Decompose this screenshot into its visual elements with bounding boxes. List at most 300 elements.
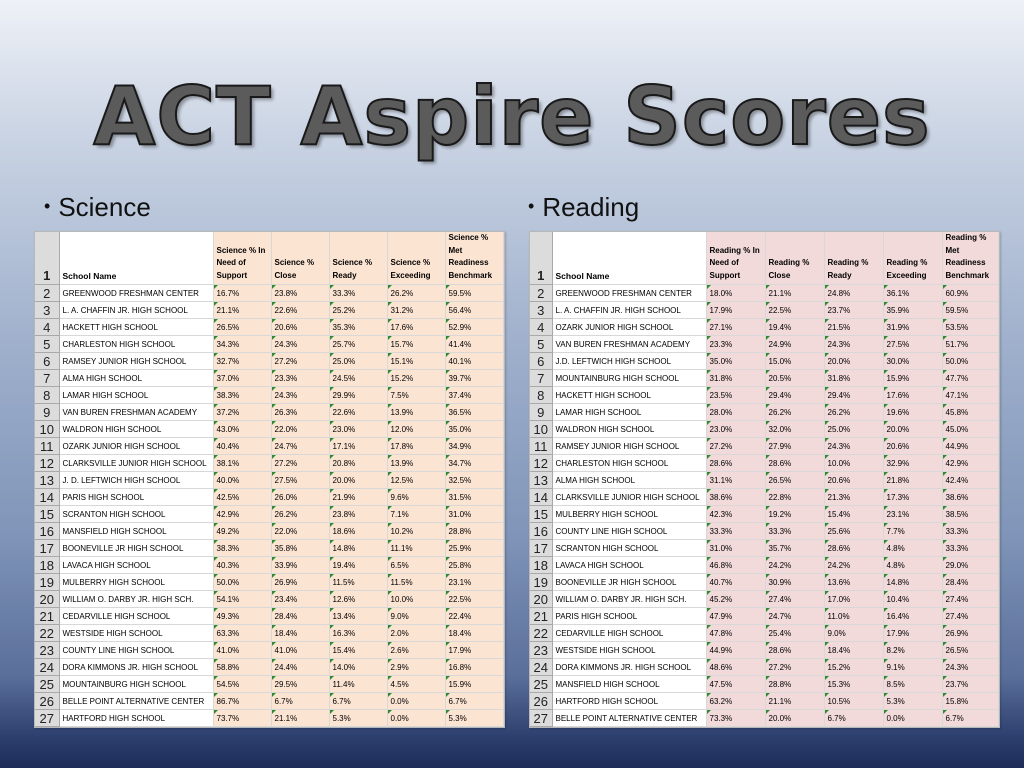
percent-cell[interactable]: 48.6% bbox=[706, 659, 765, 676]
percent-cell[interactable]: 0.0% bbox=[387, 693, 445, 710]
school-name-cell[interactable]: HACKETT HIGH SCHOOL bbox=[59, 319, 213, 336]
row-number[interactable]: 2 bbox=[35, 285, 59, 302]
percent-cell[interactable]: 46.8% bbox=[706, 557, 765, 574]
percent-cell[interactable]: 34.3% bbox=[213, 336, 271, 353]
percent-cell[interactable]: 38.5% bbox=[942, 506, 998, 523]
percent-cell[interactable]: 7.7% bbox=[883, 523, 942, 540]
percent-cell[interactable]: 4.8% bbox=[883, 557, 942, 574]
column-header[interactable]: Reading % In Need of Support bbox=[706, 232, 765, 285]
percent-cell[interactable]: 11.1% bbox=[387, 540, 445, 557]
percent-cell[interactable]: 26.0% bbox=[271, 489, 329, 506]
percent-cell[interactable]: 32.0% bbox=[765, 421, 824, 438]
percent-cell[interactable]: 27.2% bbox=[271, 455, 329, 472]
school-name-cell[interactable]: LAVACA HIGH SCHOOL bbox=[59, 557, 213, 574]
percent-cell[interactable]: 18.4% bbox=[824, 642, 883, 659]
school-name-cell[interactable]: LAMAR HIGH SCHOOL bbox=[59, 387, 213, 404]
percent-cell[interactable]: 15.4% bbox=[329, 642, 387, 659]
percent-cell[interactable]: 8.2% bbox=[883, 642, 942, 659]
percent-cell[interactable]: 24.3% bbox=[824, 438, 883, 455]
percent-cell[interactable]: 2.6% bbox=[387, 642, 445, 659]
row-number[interactable]: 21 bbox=[530, 608, 552, 625]
percent-cell[interactable]: 7.1% bbox=[387, 506, 445, 523]
percent-cell[interactable]: 24.5% bbox=[329, 370, 387, 387]
percent-cell[interactable]: 27.4% bbox=[765, 591, 824, 608]
percent-cell[interactable]: 10.2% bbox=[387, 523, 445, 540]
percent-cell[interactable]: 42.9% bbox=[942, 455, 998, 472]
school-name-cell[interactable]: HARTFORD HIGH SCHOOL bbox=[552, 693, 706, 710]
percent-cell[interactable]: 22.8% bbox=[765, 489, 824, 506]
percent-cell[interactable]: 42.3% bbox=[706, 506, 765, 523]
percent-cell[interactable]: 45.2% bbox=[706, 591, 765, 608]
row-number[interactable]: 17 bbox=[35, 540, 59, 557]
percent-cell[interactable]: 21.5% bbox=[824, 319, 883, 336]
percent-cell[interactable]: 15.2% bbox=[387, 370, 445, 387]
percent-cell[interactable]: 26.2% bbox=[765, 404, 824, 421]
percent-cell[interactable]: 73.7% bbox=[213, 710, 271, 727]
percent-cell[interactable]: 21.1% bbox=[765, 285, 824, 302]
percent-cell[interactable]: 24.3% bbox=[824, 336, 883, 353]
percent-cell[interactable]: 17.6% bbox=[387, 319, 445, 336]
percent-cell[interactable]: 24.4% bbox=[271, 659, 329, 676]
percent-cell[interactable]: 23.8% bbox=[329, 506, 387, 523]
percent-cell[interactable]: 20.0% bbox=[329, 472, 387, 489]
school-name-cell[interactable]: CEDARVILLE HIGH SCHOOL bbox=[552, 625, 706, 642]
school-name-cell[interactable]: CEDARVILLE HIGH SCHOOL bbox=[59, 608, 213, 625]
percent-cell[interactable]: 16.4% bbox=[883, 608, 942, 625]
percent-cell[interactable]: 35.9% bbox=[883, 302, 942, 319]
row-number[interactable]: 9 bbox=[530, 404, 552, 421]
percent-cell[interactable]: 23.7% bbox=[942, 676, 998, 693]
percent-cell[interactable]: 29.9% bbox=[329, 387, 387, 404]
row-number[interactable]: 23 bbox=[530, 642, 552, 659]
school-name-cell[interactable]: MANSFIELD HIGH SCHOOL bbox=[59, 523, 213, 540]
percent-cell[interactable]: 24.3% bbox=[942, 659, 998, 676]
percent-cell[interactable]: 24.7% bbox=[765, 608, 824, 625]
school-name-cell[interactable]: L. A. CHAFFIN JR. HIGH SCHOOL bbox=[59, 302, 213, 319]
school-name-cell[interactable]: ALMA HIGH SCHOOL bbox=[552, 472, 706, 489]
percent-cell[interactable]: 54.5% bbox=[213, 676, 271, 693]
percent-cell[interactable]: 16.7% bbox=[213, 285, 271, 302]
percent-cell[interactable]: 34.9% bbox=[445, 438, 503, 455]
percent-cell[interactable]: 19.2% bbox=[765, 506, 824, 523]
school-name-cell[interactable]: COUNTY LINE HIGH SCHOOL bbox=[552, 523, 706, 540]
percent-cell[interactable]: 24.7% bbox=[271, 438, 329, 455]
row-number[interactable]: 3 bbox=[530, 302, 552, 319]
percent-cell[interactable]: 5.3% bbox=[329, 710, 387, 727]
percent-cell[interactable]: 17.1% bbox=[329, 438, 387, 455]
percent-cell[interactable]: 25.6% bbox=[824, 523, 883, 540]
percent-cell[interactable]: 22.5% bbox=[765, 302, 824, 319]
row-number[interactable]: 4 bbox=[530, 319, 552, 336]
school-name-cell[interactable]: PARIS HIGH SCHOOL bbox=[59, 489, 213, 506]
percent-cell[interactable]: 40.4% bbox=[213, 438, 271, 455]
school-name-cell[interactable]: VAN BUREN FRESHMAN ACADEMY bbox=[552, 336, 706, 353]
percent-cell[interactable]: 21.3% bbox=[824, 489, 883, 506]
row-number[interactable]: 2 bbox=[530, 285, 552, 302]
percent-cell[interactable]: 86.7% bbox=[213, 693, 271, 710]
percent-cell[interactable]: 28.6% bbox=[765, 455, 824, 472]
percent-cell[interactable]: 36.1% bbox=[883, 285, 942, 302]
percent-cell[interactable]: 18.6% bbox=[329, 523, 387, 540]
percent-cell[interactable]: 40.7% bbox=[706, 574, 765, 591]
percent-cell[interactable]: 2.9% bbox=[387, 659, 445, 676]
row-number[interactable]: 10 bbox=[35, 421, 59, 438]
percent-cell[interactable]: 31.8% bbox=[706, 370, 765, 387]
percent-cell[interactable]: 38.6% bbox=[706, 489, 765, 506]
percent-cell[interactable]: 13.4% bbox=[329, 608, 387, 625]
row-number[interactable]: 20 bbox=[35, 591, 59, 608]
percent-cell[interactable]: 42.4% bbox=[942, 472, 998, 489]
column-header[interactable]: Reading % Exceeding bbox=[883, 232, 942, 285]
percent-cell[interactable]: 33.3% bbox=[329, 285, 387, 302]
school-name-cell[interactable]: J.D. LEFTWICH HIGH SCHOOL bbox=[552, 353, 706, 370]
school-name-cell[interactable]: DORA KIMMONS JR. HIGH SCHOOL bbox=[552, 659, 706, 676]
row-number[interactable]: 18 bbox=[35, 557, 59, 574]
percent-cell[interactable]: 25.2% bbox=[329, 302, 387, 319]
percent-cell[interactable]: 59.5% bbox=[445, 285, 503, 302]
percent-cell[interactable]: 30.0% bbox=[883, 353, 942, 370]
row-number[interactable]: 25 bbox=[35, 676, 59, 693]
percent-cell[interactable]: 13.9% bbox=[387, 455, 445, 472]
percent-cell[interactable]: 41.4% bbox=[445, 336, 503, 353]
percent-cell[interactable]: 15.4% bbox=[824, 506, 883, 523]
percent-cell[interactable]: 20.6% bbox=[271, 319, 329, 336]
school-name-cell[interactable]: RAMSEY JUNIOR HIGH SCHOOL bbox=[552, 438, 706, 455]
percent-cell[interactable]: 23.1% bbox=[883, 506, 942, 523]
row-number[interactable]: 27 bbox=[530, 710, 552, 727]
percent-cell[interactable]: 9.0% bbox=[387, 608, 445, 625]
percent-cell[interactable]: 27.5% bbox=[271, 472, 329, 489]
percent-cell[interactable]: 12.6% bbox=[329, 591, 387, 608]
percent-cell[interactable]: 28.6% bbox=[824, 540, 883, 557]
row-number[interactable]: 14 bbox=[35, 489, 59, 506]
school-name-cell[interactable]: ALMA HIGH SCHOOL bbox=[59, 370, 213, 387]
row-number[interactable]: 3 bbox=[35, 302, 59, 319]
percent-cell[interactable]: 58.8% bbox=[213, 659, 271, 676]
percent-cell[interactable]: 42.5% bbox=[213, 489, 271, 506]
percent-cell[interactable]: 35.8% bbox=[271, 540, 329, 557]
percent-cell[interactable]: 15.9% bbox=[883, 370, 942, 387]
percent-cell[interactable]: 6.7% bbox=[445, 693, 503, 710]
row-number[interactable]: 13 bbox=[530, 472, 552, 489]
column-header[interactable]: Science % Met Readiness Benchmark bbox=[445, 232, 503, 285]
percent-cell[interactable]: 7.5% bbox=[387, 387, 445, 404]
row-number[interactable]: 24 bbox=[530, 659, 552, 676]
percent-cell[interactable]: 35.3% bbox=[329, 319, 387, 336]
percent-cell[interactable]: 4.8% bbox=[883, 540, 942, 557]
row-number[interactable]: 8 bbox=[35, 387, 59, 404]
percent-cell[interactable]: 52.9% bbox=[445, 319, 503, 336]
percent-cell[interactable]: 11.4% bbox=[329, 676, 387, 693]
percent-cell[interactable]: 44.9% bbox=[706, 642, 765, 659]
percent-cell[interactable]: 24.2% bbox=[824, 557, 883, 574]
percent-cell[interactable]: 38.3% bbox=[213, 387, 271, 404]
column-header[interactable]: Science % Exceeding bbox=[387, 232, 445, 285]
percent-cell[interactable]: 5.3% bbox=[883, 693, 942, 710]
row-number[interactable]: 17 bbox=[530, 540, 552, 557]
school-name-cell[interactable]: PARIS HIGH SCHOOL bbox=[552, 608, 706, 625]
row-number[interactable]: 1 bbox=[35, 232, 59, 285]
percent-cell[interactable]: 25.9% bbox=[445, 540, 503, 557]
percent-cell[interactable]: 47.7% bbox=[942, 370, 998, 387]
percent-cell[interactable]: 17.0% bbox=[824, 591, 883, 608]
percent-cell[interactable]: 27.2% bbox=[765, 659, 824, 676]
percent-cell[interactable]: 15.8% bbox=[942, 693, 998, 710]
column-header[interactable]: Science % Ready bbox=[329, 232, 387, 285]
percent-cell[interactable]: 54.1% bbox=[213, 591, 271, 608]
percent-cell[interactable]: 37.4% bbox=[445, 387, 503, 404]
percent-cell[interactable]: 12.5% bbox=[387, 472, 445, 489]
school-name-cell[interactable]: LAMAR HIGH SCHOOL bbox=[552, 404, 706, 421]
percent-cell[interactable]: 27.4% bbox=[942, 608, 998, 625]
school-name-cell[interactable]: WILLIAM O. DARBY JR. HIGH SCH. bbox=[59, 591, 213, 608]
percent-cell[interactable]: 21.1% bbox=[765, 693, 824, 710]
school-name-cell[interactable]: LAVACA HIGH SCHOOL bbox=[552, 557, 706, 574]
percent-cell[interactable]: 19.4% bbox=[329, 557, 387, 574]
percent-cell[interactable]: 31.1% bbox=[706, 472, 765, 489]
percent-cell[interactable]: 20.6% bbox=[824, 472, 883, 489]
percent-cell[interactable]: 25.0% bbox=[329, 353, 387, 370]
percent-cell[interactable]: 15.7% bbox=[387, 336, 445, 353]
percent-cell[interactable]: 6.7% bbox=[942, 710, 998, 727]
percent-cell[interactable]: 21.1% bbox=[213, 302, 271, 319]
percent-cell[interactable]: 21.1% bbox=[271, 710, 329, 727]
percent-cell[interactable]: 34.7% bbox=[445, 455, 503, 472]
percent-cell[interactable]: 50.0% bbox=[942, 353, 998, 370]
column-header[interactable]: Reading % Ready bbox=[824, 232, 883, 285]
percent-cell[interactable]: 59.5% bbox=[942, 302, 998, 319]
school-name-cell[interactable]: GREENWOOD FRESHMAN CENTER bbox=[59, 285, 213, 302]
percent-cell[interactable]: 23.0% bbox=[706, 421, 765, 438]
percent-cell[interactable]: 22.0% bbox=[271, 523, 329, 540]
school-name-cell[interactable]: CHARLESTON HIGH SCHOOL bbox=[59, 336, 213, 353]
percent-cell[interactable]: 42.9% bbox=[213, 506, 271, 523]
percent-cell[interactable]: 6.7% bbox=[329, 693, 387, 710]
percent-cell[interactable]: 28.0% bbox=[706, 404, 765, 421]
row-number[interactable]: 22 bbox=[35, 625, 59, 642]
row-number[interactable]: 8 bbox=[530, 387, 552, 404]
row-number[interactable]: 24 bbox=[35, 659, 59, 676]
percent-cell[interactable]: 18.0% bbox=[706, 285, 765, 302]
percent-cell[interactable]: 14.8% bbox=[329, 540, 387, 557]
school-name-cell[interactable]: WESTSIDE HIGH SCHOOL bbox=[59, 625, 213, 642]
row-number[interactable]: 23 bbox=[35, 642, 59, 659]
row-number[interactable]: 16 bbox=[35, 523, 59, 540]
percent-cell[interactable]: 25.7% bbox=[329, 336, 387, 353]
percent-cell[interactable]: 26.2% bbox=[271, 506, 329, 523]
school-name-cell[interactable]: COUNTY LINE HIGH SCHOOL bbox=[59, 642, 213, 659]
percent-cell[interactable]: 29.0% bbox=[942, 557, 998, 574]
row-number[interactable]: 11 bbox=[530, 438, 552, 455]
percent-cell[interactable]: 10.4% bbox=[883, 591, 942, 608]
percent-cell[interactable]: 6.7% bbox=[824, 710, 883, 727]
percent-cell[interactable]: 32.5% bbox=[445, 472, 503, 489]
column-header[interactable]: Reading % Close bbox=[765, 232, 824, 285]
row-number[interactable]: 21 bbox=[35, 608, 59, 625]
percent-cell[interactable]: 63.2% bbox=[706, 693, 765, 710]
school-name-cell[interactable]: MULBERRY HIGH SCHOOL bbox=[59, 574, 213, 591]
percent-cell[interactable]: 17.3% bbox=[883, 489, 942, 506]
percent-cell[interactable]: 24.3% bbox=[271, 387, 329, 404]
row-number[interactable]: 15 bbox=[530, 506, 552, 523]
percent-cell[interactable]: 25.0% bbox=[824, 421, 883, 438]
percent-cell[interactable]: 26.5% bbox=[213, 319, 271, 336]
percent-cell[interactable]: 5.3% bbox=[445, 710, 503, 727]
percent-cell[interactable]: 45.8% bbox=[942, 404, 998, 421]
school-name-header[interactable]: School Name bbox=[552, 232, 706, 285]
percent-cell[interactable]: 4.5% bbox=[387, 676, 445, 693]
percent-cell[interactable]: 28.4% bbox=[271, 608, 329, 625]
percent-cell[interactable]: 31.0% bbox=[445, 506, 503, 523]
row-number[interactable]: 6 bbox=[530, 353, 552, 370]
percent-cell[interactable]: 22.6% bbox=[271, 302, 329, 319]
percent-cell[interactable]: 40.0% bbox=[213, 472, 271, 489]
row-number[interactable]: 5 bbox=[530, 336, 552, 353]
row-number[interactable]: 7 bbox=[530, 370, 552, 387]
percent-cell[interactable]: 49.3% bbox=[213, 608, 271, 625]
percent-cell[interactable]: 22.4% bbox=[445, 608, 503, 625]
percent-cell[interactable]: 47.5% bbox=[706, 676, 765, 693]
row-number[interactable]: 12 bbox=[35, 455, 59, 472]
school-name-cell[interactable]: WESTSIDE HIGH SCHOOL bbox=[552, 642, 706, 659]
percent-cell[interactable]: 29.4% bbox=[824, 387, 883, 404]
percent-cell[interactable]: 23.7% bbox=[824, 302, 883, 319]
percent-cell[interactable]: 38.3% bbox=[213, 540, 271, 557]
percent-cell[interactable]: 11.5% bbox=[329, 574, 387, 591]
percent-cell[interactable]: 33.3% bbox=[706, 523, 765, 540]
row-number[interactable]: 10 bbox=[530, 421, 552, 438]
percent-cell[interactable]: 26.5% bbox=[765, 472, 824, 489]
percent-cell[interactable]: 47.9% bbox=[706, 608, 765, 625]
school-name-cell[interactable]: WALDRON HIGH SCHOOL bbox=[552, 421, 706, 438]
percent-cell[interactable]: 6.7% bbox=[271, 693, 329, 710]
percent-cell[interactable]: 32.7% bbox=[213, 353, 271, 370]
percent-cell[interactable]: 0.0% bbox=[387, 710, 445, 727]
row-number[interactable]: 13 bbox=[35, 472, 59, 489]
percent-cell[interactable]: 10.5% bbox=[824, 693, 883, 710]
percent-cell[interactable]: 15.9% bbox=[445, 676, 503, 693]
row-number[interactable]: 15 bbox=[35, 506, 59, 523]
percent-cell[interactable]: 31.9% bbox=[883, 319, 942, 336]
percent-cell[interactable]: 49.2% bbox=[213, 523, 271, 540]
percent-cell[interactable]: 53.5% bbox=[942, 319, 998, 336]
percent-cell[interactable]: 30.9% bbox=[765, 574, 824, 591]
row-number[interactable]: 25 bbox=[530, 676, 552, 693]
percent-cell[interactable]: 15.0% bbox=[765, 353, 824, 370]
percent-cell[interactable]: 20.0% bbox=[765, 710, 824, 727]
percent-cell[interactable]: 26.2% bbox=[824, 404, 883, 421]
percent-cell[interactable]: 26.9% bbox=[271, 574, 329, 591]
school-name-header[interactable]: School Name bbox=[59, 232, 213, 285]
percent-cell[interactable]: 51.7% bbox=[942, 336, 998, 353]
school-name-cell[interactable]: OZARK JUNIOR HIGH SCHOOL bbox=[552, 319, 706, 336]
row-number[interactable]: 11 bbox=[35, 438, 59, 455]
percent-cell[interactable]: 27.2% bbox=[706, 438, 765, 455]
school-name-cell[interactable]: OZARK JUNIOR HIGH SCHOOL bbox=[59, 438, 213, 455]
percent-cell[interactable]: 37.0% bbox=[213, 370, 271, 387]
percent-cell[interactable]: 35.0% bbox=[706, 353, 765, 370]
percent-cell[interactable]: 37.2% bbox=[213, 404, 271, 421]
percent-cell[interactable]: 20.0% bbox=[824, 353, 883, 370]
percent-cell[interactable]: 12.0% bbox=[387, 421, 445, 438]
percent-cell[interactable]: 19.4% bbox=[765, 319, 824, 336]
percent-cell[interactable]: 11.0% bbox=[824, 608, 883, 625]
percent-cell[interactable]: 33.3% bbox=[942, 523, 998, 540]
percent-cell[interactable]: 17.9% bbox=[883, 625, 942, 642]
row-number[interactable]: 19 bbox=[530, 574, 552, 591]
percent-cell[interactable]: 60.9% bbox=[942, 285, 998, 302]
percent-cell[interactable]: 41.0% bbox=[213, 642, 271, 659]
percent-cell[interactable]: 45.0% bbox=[942, 421, 998, 438]
row-number[interactable]: 4 bbox=[35, 319, 59, 336]
school-name-cell[interactable]: VAN BUREN FRESHMAN ACADEMY bbox=[59, 404, 213, 421]
percent-cell[interactable]: 39.7% bbox=[445, 370, 503, 387]
school-name-cell[interactable]: CLARKSVILLE JUNIOR HIGH SCHOOL bbox=[59, 455, 213, 472]
percent-cell[interactable]: 17.8% bbox=[387, 438, 445, 455]
row-number[interactable]: 9 bbox=[35, 404, 59, 421]
school-name-cell[interactable]: CLARKSVILLE JUNIOR HIGH SCHOOL bbox=[552, 489, 706, 506]
percent-cell[interactable]: 23.3% bbox=[271, 370, 329, 387]
percent-cell[interactable]: 27.5% bbox=[883, 336, 942, 353]
row-number[interactable]: 16 bbox=[530, 523, 552, 540]
percent-cell[interactable]: 28.8% bbox=[765, 676, 824, 693]
percent-cell[interactable]: 27.4% bbox=[942, 591, 998, 608]
percent-cell[interactable]: 20.5% bbox=[765, 370, 824, 387]
percent-cell[interactable]: 63.3% bbox=[213, 625, 271, 642]
percent-cell[interactable]: 13.9% bbox=[387, 404, 445, 421]
percent-cell[interactable]: 47.8% bbox=[706, 625, 765, 642]
percent-cell[interactable]: 13.6% bbox=[824, 574, 883, 591]
percent-cell[interactable]: 56.4% bbox=[445, 302, 503, 319]
school-name-cell[interactable]: WILLIAM O. DARBY JR. HIGH SCH. bbox=[552, 591, 706, 608]
percent-cell[interactable]: 27.2% bbox=[271, 353, 329, 370]
percent-cell[interactable]: 18.4% bbox=[445, 625, 503, 642]
percent-cell[interactable]: 21.8% bbox=[883, 472, 942, 489]
percent-cell[interactable]: 35.7% bbox=[765, 540, 824, 557]
percent-cell[interactable]: 28.8% bbox=[445, 523, 503, 540]
percent-cell[interactable]: 33.3% bbox=[942, 540, 998, 557]
school-name-cell[interactable]: DORA KIMMONS JR. HIGH SCHOOL bbox=[59, 659, 213, 676]
school-name-cell[interactable]: RAMSEY JUNIOR HIGH SCHOOL bbox=[59, 353, 213, 370]
percent-cell[interactable]: 22.5% bbox=[445, 591, 503, 608]
percent-cell[interactable]: 43.0% bbox=[213, 421, 271, 438]
percent-cell[interactable]: 26.9% bbox=[942, 625, 998, 642]
percent-cell[interactable]: 21.9% bbox=[329, 489, 387, 506]
percent-cell[interactable]: 16.3% bbox=[329, 625, 387, 642]
percent-cell[interactable]: 44.9% bbox=[942, 438, 998, 455]
percent-cell[interactable]: 28.4% bbox=[942, 574, 998, 591]
percent-cell[interactable]: 33.3% bbox=[765, 523, 824, 540]
percent-cell[interactable]: 10.0% bbox=[387, 591, 445, 608]
percent-cell[interactable]: 27.1% bbox=[706, 319, 765, 336]
percent-cell[interactable]: 23.0% bbox=[329, 421, 387, 438]
percent-cell[interactable]: 23.3% bbox=[706, 336, 765, 353]
percent-cell[interactable]: 40.1% bbox=[445, 353, 503, 370]
percent-cell[interactable]: 8.5% bbox=[883, 676, 942, 693]
row-number[interactable]: 22 bbox=[530, 625, 552, 642]
school-name-cell[interactable]: HARTFORD HIGH SCHOOL bbox=[59, 710, 213, 727]
percent-cell[interactable]: 9.1% bbox=[883, 659, 942, 676]
percent-cell[interactable]: 10.0% bbox=[824, 455, 883, 472]
row-number[interactable]: 1 bbox=[530, 232, 552, 285]
percent-cell[interactable]: 32.9% bbox=[883, 455, 942, 472]
percent-cell[interactable]: 31.0% bbox=[706, 540, 765, 557]
percent-cell[interactable]: 28.6% bbox=[765, 642, 824, 659]
percent-cell[interactable]: 23.5% bbox=[706, 387, 765, 404]
row-number[interactable]: 7 bbox=[35, 370, 59, 387]
percent-cell[interactable]: 14.8% bbox=[883, 574, 942, 591]
school-name-cell[interactable]: GREENWOOD FRESHMAN CENTER bbox=[552, 285, 706, 302]
